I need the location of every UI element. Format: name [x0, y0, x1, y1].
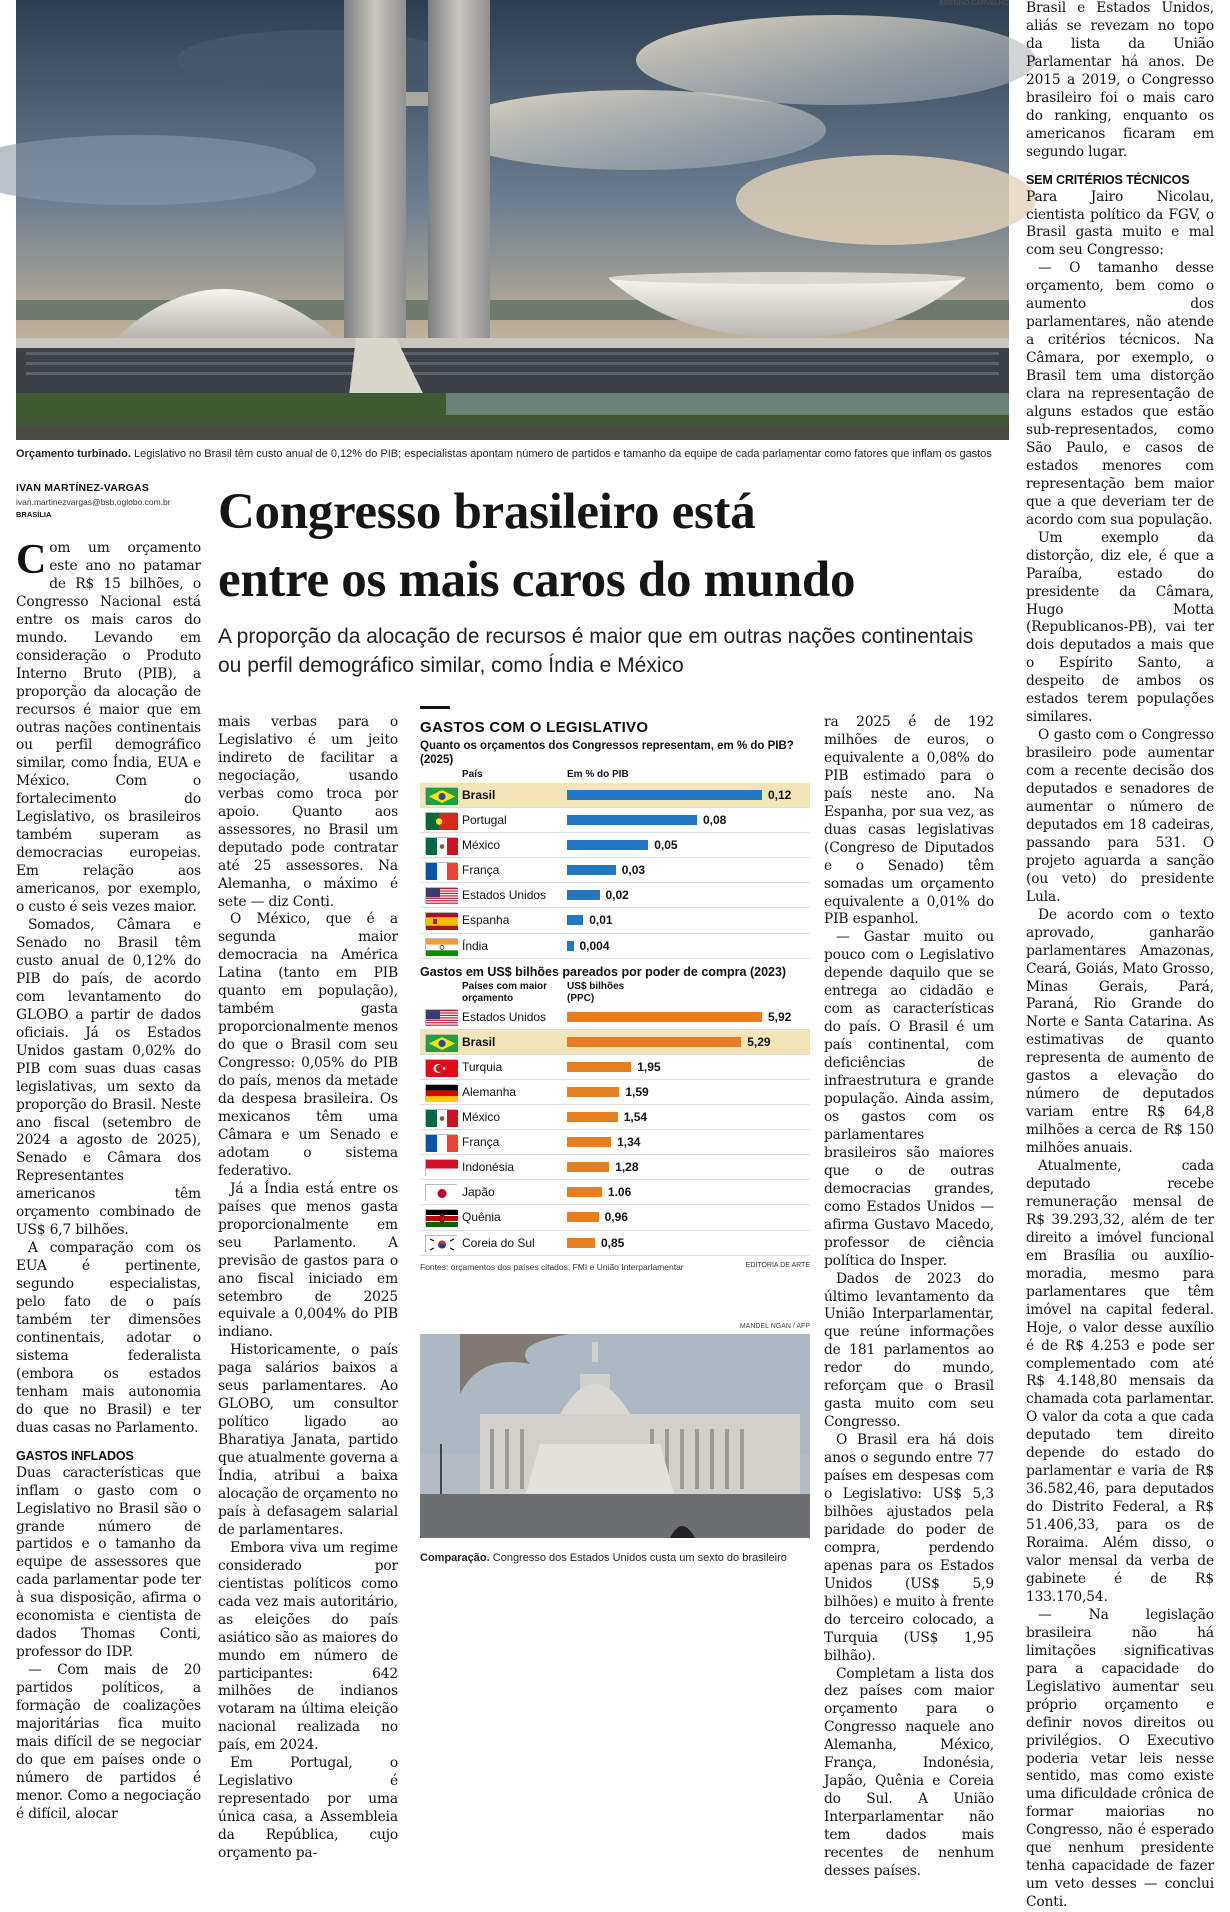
chart-2-category-label: Turquia	[462, 1059, 503, 1074]
chart-2-title: Gastos em US$ bilhões pareados por poder de compra (2023)	[420, 964, 787, 979]
chart-2-value-label: 1.06	[607, 1185, 632, 1200]
chart-1-value-label: 0,05	[654, 838, 678, 853]
chart-2-row	[420, 1231, 810, 1256]
paragraph: Em Portugal, o Legislativo é representado por uma única casa, a Assembleia da República, cujo orçamento pa-	[218, 1755, 398, 1862]
chart-1-category-label: México	[462, 838, 501, 853]
chart-1-row	[420, 833, 810, 858]
chart-2-col-country: Países com maior orçamento	[462, 980, 548, 1004]
chart-2-bar	[567, 1137, 611, 1147]
deck-subtitle: A proporção da alocação de recursos é maior que em outras nações continentais ou perfil demográfico similar, como Índia e México	[218, 625, 974, 677]
chart-2-value-label: 0,85	[600, 1235, 625, 1250]
chart-1-col-country: País	[462, 769, 483, 780]
chart-source	[420, 1262, 810, 1272]
chart-2-bar	[567, 1037, 741, 1047]
chart-2-bar	[567, 1212, 599, 1222]
headline-line-1: Congresso brasileiro está	[218, 484, 756, 540]
chart-1-bar	[567, 915, 583, 925]
paragraph: Somados, Câmara e Senado no Brasil têm custo anual de 0,12% do PIB do país, de acordo com levantamento do GLOBO a partir de dados oficiais. Já os Estados Unidos gastam 0,02% do PIB com suas duas casas legislativas, um sexto da proporção do Brasil. Neste ano fiscal (setembro de 2024 a agosto de 2025), Senado e Câmara dos Representantes americanos têm orçamento combinado de US$ 6,7 bilhões.	[16, 917, 201, 1239]
photo-caption-text: Legislativo no Brasil têm custo anual de 0,12% do PIB; especialistas apontam número de partidos e tamanho da equipe de cada parlamentar como fatores que inflam os gastos	[130, 448, 992, 460]
paragraph: Para Jairo Nicolau, cientista político da FGV, o Brasil gasta muito e mal com seu Congresso:	[1026, 188, 1214, 259]
chart-1-bar	[567, 865, 616, 875]
chart-1-category-label: Brasil	[462, 788, 496, 802]
photo-2-caption-bold: Comparação.	[420, 1552, 490, 1564]
chart-2-category-label: França	[462, 1135, 500, 1150]
article-column-2	[218, 714, 398, 1863]
chart-2-bar	[567, 1162, 609, 1172]
chart-2-value-label: 5,92	[768, 1009, 792, 1024]
paragraph: Com um orçamento este ano no patamar de R$ 15 bilhões, o Congresso Nacional está entre os mais caros do mundo. Levando em consideração o Produto Interno Bruto (PIB), a proporção da alocação de recursos é maior que em outras nações continentais ou perfil demográfico similar, como Índia, EUA e México. Com o fortalecimento do Legislativo, os brasileiros também superam as democracias europeias. Em relação aos americanos, por exemplo, o custo é seis vezes maior.	[16, 537, 201, 916]
chart-2-value-label: 1,95	[637, 1059, 661, 1074]
paragraph: Dados de 2023 do último levantamento da União Interparlamentar, que reúne informações de 181 parlamentos ao redor do mundo, reforçam que o Brasil gasta muito com seu Congresso.	[824, 1270, 994, 1431]
headline	[218, 478, 998, 614]
de-flag-icon	[425, 1084, 457, 1101]
chart-1-category-label: Estados Unidos	[462, 888, 547, 903]
paragraph: Brasil e Estados Unidos, aliás se revezam no topo da lista da União Parlamentar há anos. De 2015 a 2019, o Congresso brasileiro foi o mais caro do ranking, enquanto os americanos ficaram em segundo lugar.	[1026, 0, 1214, 160]
byline	[16, 482, 201, 519]
paragraph: Duas características que inflam o gasto com o Legislativo no Brasil são o grande número de partidos e o tamanho da equipe de assessores que cada parlamentar pode ter à sua disposição, afirma o economista e cientista de dados Thomas Conti, professor do IDP.	[16, 1464, 201, 1661]
fr-flag-icon	[425, 1134, 457, 1151]
chart-1-value-label: 0,08	[703, 813, 727, 828]
chart-2-bar	[567, 1238, 595, 1248]
chart-1-row	[420, 808, 810, 833]
chart-1-subtitle: Quanto os orçamentos dos Congressos representam, em % do PIB? (2025)	[420, 740, 794, 766]
chart-1-value-label: 0,01	[589, 913, 613, 928]
br-flag-icon	[425, 1034, 457, 1051]
chart-2-row	[420, 1105, 810, 1130]
chart-2-value-label: 1,54	[623, 1110, 648, 1125]
chart-2-value-label: 1,28	[615, 1160, 639, 1175]
author-name: IVAN MARTÍNEZ-VARGAS	[16, 482, 150, 494]
chart-2-category-label: México	[462, 1110, 501, 1125]
chart-2-bar	[567, 1062, 631, 1072]
chart-2-bar	[567, 1187, 602, 1197]
chart-2-row	[420, 1080, 810, 1105]
chart-2-bar	[567, 1012, 762, 1022]
chart-1-title: GASTOS COM O LEGISLATIVO	[420, 719, 649, 736]
paragraph: Embora viva um regime considerado por cientistas políticos como cada vez mais autoritário, as eleições do país asiático são as maiores do mundo em número de participantes: 642 milhões de indianos votaram na última eleição nacional realizada no país, em 2024.	[218, 1539, 398, 1754]
us-capitol-illustration	[420, 1334, 810, 1538]
photo-us-capitol	[420, 1334, 810, 1538]
chart-1-row	[420, 883, 810, 908]
chart-2-value-label: 1,59	[625, 1084, 649, 1099]
infographic-gastos-legislativo	[420, 706, 810, 1272]
paragraph: Já a Índia está entre os países que menos gasta proporcionalmente em seu Parlamento. A previsão de gastos para o ano fiscal iniciado em setembro de 2025 equivale a 0,004% do PIB indiano.	[218, 1180, 398, 1341]
id-flag-icon	[425, 1159, 457, 1176]
mx-flag-icon	[425, 837, 457, 854]
chart-2-col-value: US$ bilhões (PPC)	[567, 980, 625, 1004]
chart-2-value-label: 0,96	[604, 1210, 628, 1225]
chart-source-text: Fontes: orçamentos dos países citados, FMI e União Interparlamentar	[420, 1261, 684, 1272]
chart-1-row	[420, 783, 810, 808]
es-flag-icon	[425, 912, 457, 929]
headline-line-2: entre os mais caros do mundo	[218, 552, 856, 608]
ke-flag-icon	[425, 1209, 457, 1226]
chart-1-category-label: Portugal	[462, 813, 507, 828]
in-flag-icon	[425, 938, 457, 955]
chart-2-category-label: Japão	[462, 1185, 495, 1200]
chart-2-row	[420, 1205, 810, 1230]
photo-2-credit: MANDEL NGAN / AFP	[739, 1323, 810, 1330]
paragraph: Completam a lista dos dez países com maior orçamento para o Congresso naquele ano Alemanha, México, França, Indonésia, Japão, Quênia e Coreia do Sul. A União Interparlamentar não tem dados mais recentes de nenhum desses países.	[824, 1665, 994, 1879]
chart-2-category-label: Indonésia	[462, 1160, 515, 1175]
article-column-1	[16, 537, 201, 1824]
chart-2-row	[420, 1130, 810, 1155]
paragraph: O México, que é a segunda maior democracia na América Latina (tanto em PIB quanto em população), também gasta proporcionalmente menos do que o Brasil com seu Congresso: 0,05% do PIB do país, menos da metade da despesa brasileira. Os mexicanos têm uma Câmara e um Senado e adotam o sistema federativo.	[218, 911, 398, 1179]
photo-2-caption	[420, 1552, 810, 1564]
us-flag-icon	[425, 1009, 457, 1026]
chart-1-value-label: 0,004	[579, 938, 610, 953]
chart-2-row	[420, 1005, 810, 1030]
chart-1-bar	[567, 890, 600, 900]
chart-rule	[420, 706, 450, 709]
paragraph: Um exemplo da distorção, diz ele, é que a Paraíba, estado do presidente da Câmara, Hugo Motta (Republicanos-PB), vai ter dois deputados a mais que o Espírito Santo, a despeito de ambos os estados terem populações similares.	[1026, 529, 1214, 726]
paragraph: mais verbas para o Legislativo é um jeito indireto de facilitar a negociação, usando verbas como troca por apoio. Quanto aos assessores, no Brasil um deputado pode contratar até 25 assessores. Na Alemanha, o máximo é sete — diz Conti.	[218, 714, 398, 910]
article-column-4	[1026, 0, 1214, 1912]
paragraph: De acordo com o texto aprovado, ganharão parlamentares Amazonas, Ceará, Goiás, Mato Grosso, Minas Gerais, Pará, Paraná, Rio Grande do Norte e Santa Catarina. As estimativas de quanto representa de aumento de gastos a elevação do número de deputados variam entre R$ 64,8 milhões a cerca de R$ 150 milhões anuais.	[1026, 906, 1214, 1157]
chart-1-value-label: 0,02	[605, 888, 629, 903]
jp-flag-icon	[425, 1184, 457, 1201]
dateline-city: BRASÍLIA	[16, 510, 52, 519]
photo-2-caption-text: Congresso dos Estados Unidos custa um sexto do brasileiro	[489, 1552, 787, 1564]
congresso-nacional-illustration	[16, 0, 1009, 440]
chart-1-category-label: França	[462, 863, 500, 878]
chart-1-bar	[567, 815, 697, 825]
article-column-3	[824, 714, 994, 1881]
kr-flag-icon	[425, 1235, 457, 1252]
subheading: GASTOS INFLADOS	[16, 1448, 134, 1463]
tr-flag-icon	[425, 1059, 457, 1076]
fr-flag-icon	[425, 862, 457, 879]
chart-1-bar	[567, 840, 648, 850]
paragraph: A comparação com os EUA é pertinente, segundo especialistas, pelo fato de o país também ter dimensões continentais, adotar o sistema federalista (embora os estados tenham mais autonomia do que no Brasil) e ter duas casas no Parlamento.	[16, 1240, 201, 1436]
chart-1-row	[420, 934, 810, 959]
paragraph: — Com mais de 20 partidos políticos, a formação de coalizações majoritárias fica muito mais difícil de se negociar do que em países onde o número de partidos é menor. Como a negociação é difícil, alocar	[16, 1662, 201, 1822]
paragraph: — Gastar muito ou pouco com o Legislativo depende daquilo que se entrega ao cidadão e com as características do país. O Brasil é um país continental, com deficiências de infraestrutura e grande população. Ainda assim, os gastos com os parlamentares brasileiros são maiores que o de outras democracias grandes, como Estados Unidos — afirma Gustavo Macedo, professor de ciência política do Insper.	[824, 929, 994, 1269]
chart-1-rows	[420, 783, 810, 959]
chart-2-category-label: Coreia do Sul	[462, 1235, 535, 1250]
photo-caption	[16, 448, 1009, 460]
chart-2-bar	[567, 1112, 618, 1122]
paragraph: — O tamanho desse orçamento, bem como o aumento dos parlamentares, não atende a critérios técnicos. Na Câmara, por exemplo, o Brasil tem uma distorção clara na representação de alguns estados que estão sub-representados, como São Paulo, e casos de estados menores com representação bem maior que a que deveriam ter de acordo com sua população.	[1026, 260, 1214, 528]
chart-1-value-label: 0,03	[621, 863, 646, 878]
chart-1-bar	[567, 790, 762, 800]
pt-flag-icon	[425, 812, 457, 829]
chart-2-row	[420, 1155, 810, 1180]
chart-2-value-label: 1,34	[617, 1135, 641, 1150]
paragraph: Historicamente, o país paga salários baixos a seus parlamentares. Ao GLOBO, um consultor político ligado ao Bharatiya Janata, partido que atualmente governa a Índia, atribui a baixa alocação de orçamento no país à defasagem salarial de parlamentares.	[218, 1342, 398, 1538]
chart-1-category-label: Índia	[462, 938, 489, 953]
chart-1-value-label: 0,12	[768, 788, 792, 802]
chart-2-value-label: 5,29	[747, 1034, 771, 1049]
chart-1-bar	[567, 941, 574, 951]
paragraph: Atualmente, cada deputado recebe remuneração mensal de R$ 39.293,32, além de ter direito a imóvel funcional em Brasília ou auxílio-moradia, mesmo para parlamentares que têm imóvel na capital federal. Hoje, o valor desse auxílio é de R$ 4.253 e pode ser complementado com até R$ 4.148,80 mensais da chamada cota parlamentar. O valor da cota a que cada deputado tem direito depende do estado do parlamentar e varia de R$ 36.582,46, para deputados do Distrito Federal, a R$ 51.406,33, para os de Roraima. Além disso, o valor mensal da verba de gabinete é de R$ 133.170,54.	[1026, 1158, 1214, 1605]
paragraph: ra 2025 é de 192 milhões de euros, o equivalente a 0,08% do PIB estimado para o país neste ano. Na Espanha, por sua vez, as duas casas legislativas (Congreso de Diputados e o Senado) têm somadas um orçamento equivalente a 0,01% do PIB espanhol.	[824, 714, 994, 928]
chart-2-header	[420, 979, 810, 1005]
chart-1-col-value: Em % do PIB	[567, 769, 629, 780]
br-flag-icon	[425, 787, 457, 804]
chart-2-category-label: Brasil	[462, 1034, 496, 1049]
us-flag-icon	[425, 887, 457, 904]
drop-cap: C	[16, 537, 47, 583]
chart-2-row	[420, 1180, 810, 1205]
paragraph: O gasto com o Congresso brasileiro pode aumentar com a recente decisão dos deputados e senadores de aumentar o número de deputados em 18 cadeiras, passando para 531. O projeto aguarda a sanção (ou veto) do presidente Lula.	[1026, 727, 1214, 905]
photo-caption-bold: Orçamento turbinado.	[16, 448, 131, 460]
chart-2-row	[420, 1055, 810, 1080]
chart-2-category-label: Alemanha	[462, 1084, 517, 1099]
chart-2-rows	[420, 1005, 810, 1256]
chart-credit: EDITORIA DE ARTE	[745, 1261, 810, 1269]
chart-2-category-label: Quênia	[462, 1210, 501, 1225]
chart-1-row	[420, 858, 810, 883]
chart-2-bar	[567, 1087, 619, 1097]
paragraph: — Na legislação brasileira não há limitações significativas para a capacidade do Legislativo aumentar seu próprio orçamento e definir novos direitos ou privilégios. O Executivo poderia vetar leis nesse sentido, mas como existe uma dificuldade crônica de formar maiorias no Congresso, não é esperado que nenhum presidente tenha capacidade de fazer um veto desses — conclui Conti.	[1026, 1606, 1214, 1911]
chart-1-row	[420, 908, 810, 933]
hero-photo-congresso	[16, 0, 1009, 440]
author-email: ivan.martinezvargas@bsb.oglobo.com.br	[16, 497, 171, 507]
photo-credit: BRENNO CARVALHO	[939, 0, 1009, 7]
chart-2-category-label: Estados Unidos	[462, 1009, 547, 1024]
mx-flag-icon	[425, 1109, 457, 1126]
chart-1-category-label: Espanha	[462, 913, 510, 928]
paragraph: O Brasil era há dois anos o segundo entre 77 países em despesas com o Legislativo: US$ 5,3 bilhões ajustados pela paridade do poder de compra, perdendo apenas para os Estados Unidos (US$ 5,9 bilhões) e muito à frente do terceiro colocado, a Turquia (US$ 1,95 bilhão).	[824, 1432, 994, 1664]
chart-2-row	[420, 1030, 810, 1055]
subheading: SEM CRITÉRIOS TÉCNICOS	[1026, 172, 1190, 187]
chart-1-header	[420, 767, 810, 783]
